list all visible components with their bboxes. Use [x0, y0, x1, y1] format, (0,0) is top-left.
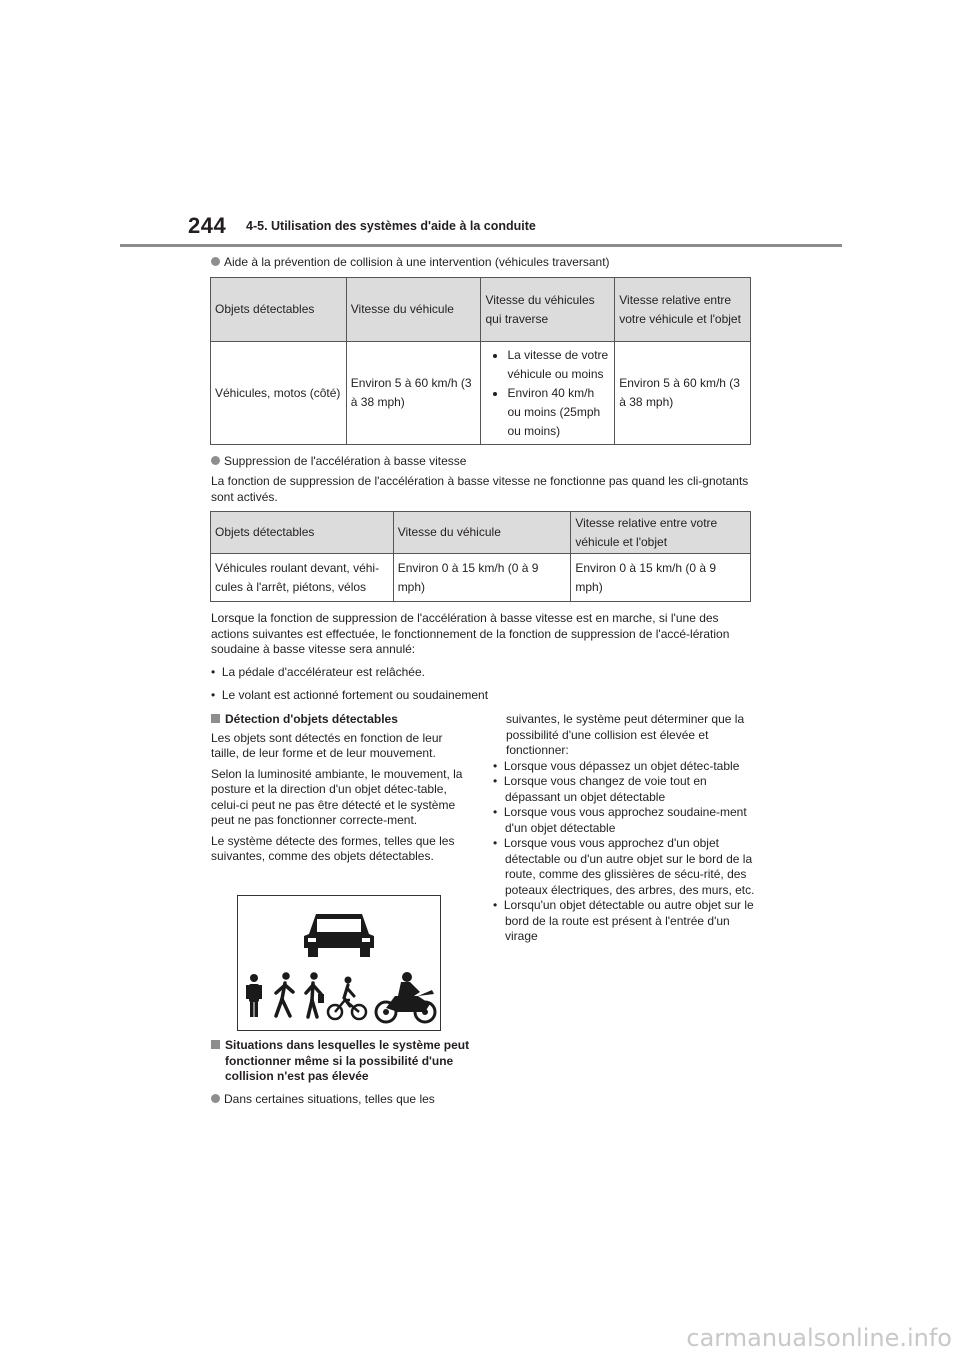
list-item: • Lorsque vous vous approchez d'un objet détectable ou d'un autre objet sur le bord de la route, comme des glissières de sécu-rité, des poteaux électriques, des arbres, des murs, etc.: [493, 836, 755, 897]
pedestrian-icon: [246, 974, 262, 1017]
motorcyclist-icon: [376, 972, 435, 1022]
paragraph: Le système détecte des formes, telles que les suivantes, comme des objets détectables.: [211, 833, 455, 863]
paragraph: Les objets sont détectés en fonction de leur taille, de leur forme et de leur mouvement.: [211, 730, 443, 760]
table-cell: Véhicules roulant devant, véhi-cules à l'arrêt, piétons, vélos: [211, 554, 394, 602]
section2-title: Suppression de l'accélération à basse vitesse: [211, 454, 771, 470]
list-item: • La vitesse de votre véhicule ou moins: [507, 346, 610, 384]
table-cell: Environ 5 à 60 km/h (3 à 38 mph): [346, 342, 481, 445]
bullet-dot-icon: [211, 1094, 220, 1103]
paragraph: Dans certaines situations, telles que les: [211, 1092, 473, 1108]
left-column: [211, 712, 473, 865]
header-divider: [120, 244, 842, 247]
table-collision-intervention: [210, 277, 751, 445]
paragraph: suivantes, le système peut déterminer que la possibilité d'une collision est élevée et fonctionner:: [506, 712, 745, 757]
table-cell: Environ 5 à 60 km/h (3 à 38 mph): [615, 342, 751, 445]
chapter-title: 4-5. Utilisation des systèmes d'aide à la conduite: [246, 219, 536, 233]
list-item: • Lorsqu'un objet détectable ou autre objet sur le bord de la route est présent à l'entrée d'un virage: [493, 898, 754, 943]
pedestrian-with-bag-icon: [306, 972, 324, 1017]
table-row: [211, 554, 751, 602]
section1-title: Aide à la prévention de collision à une intervention (véhicules traversant): [211, 255, 771, 271]
subsection-heading: Détection d'objets détectables: [211, 712, 473, 728]
table-header-cell: Vitesse du véhicules qui traverse: [481, 278, 615, 342]
table-cell: Environ 0 à 15 km/h (0 à 9 mph): [393, 554, 571, 602]
table-cell: Véhicules, motos (côté): [211, 342, 347, 445]
left-column-bottom: [211, 1038, 473, 1107]
table-header-cell: Vitesse relative entre votre véhicule et l'objet: [615, 278, 751, 342]
table-row: [211, 342, 751, 445]
section2-intro: La fonction de suppression de l'accélération à basse vitesse ne fonctionne pas quand les cli-gnotants sont activés.: [211, 474, 749, 504]
table-header-row: [211, 512, 751, 554]
table-header-cell: Vitesse du véhicule: [393, 512, 571, 554]
table-cell-list: [481, 342, 615, 445]
subsection-heading: Situations dans lesquelles le système peut fonctionner même si la possibilité d'une collision n'est pas élevée: [211, 1038, 473, 1085]
list-item: • Lorsque vous dépassez un objet détec-table: [493, 758, 740, 773]
right-column: [493, 712, 755, 945]
list-item: • Lorsque vous changez de voie tout en dépassant un objet détectable: [493, 774, 707, 804]
page-number: 244: [188, 213, 227, 238]
table-header-cell: Objets détectables: [211, 512, 394, 554]
car-icon: [304, 914, 374, 957]
walking-pedestrian-icon: [276, 972, 293, 1016]
cyclist-icon: [328, 977, 366, 1020]
list-item: • Lorsque vous vous approchez soudaine-ment d'un objet détectable: [493, 805, 747, 835]
table-header-cell: Vitesse du véhicule: [346, 278, 481, 342]
paragraph: Selon la luminosité ambiante, le mouvement, la posture et la direction d'un objet détec-table, celui-ci peut ne pas être détecté et le système peut ne pas fonctionner correcte-ment.: [211, 766, 463, 827]
square-bullet-icon: [211, 1040, 220, 1049]
list-item: • Le volant est actionné fortement ou soudainement: [211, 688, 489, 702]
table-cell: Environ 0 à 15 km/h (0 à 9 mph): [571, 554, 751, 602]
list-item: • Environ 40 km/h ou moins (25mph ou moins): [507, 384, 610, 441]
bullet-dot-icon: [211, 257, 220, 266]
detectable-objects-illustration: [237, 895, 441, 1031]
table-header-cell: Vitesse relative entre votre véhicule et l'objet: [571, 512, 751, 554]
table-header-cell: Objets détectables: [211, 278, 347, 342]
square-bullet-icon: [211, 714, 220, 723]
bullet-dot-icon: [211, 456, 220, 465]
table-low-speed-suppression: [210, 511, 751, 602]
list-item: • La pédale d'accélérateur est relâchée.: [211, 665, 425, 679]
table-header-row: [211, 278, 751, 342]
section2-after: Lorsque la fonction de suppression de l'accélération à basse vitesse est en marche, si l'une des actions suivantes est effectuée, le fonctionnement de la fonction de suppression de l'accé-lération soudaine à basse vitesse sera annulé:: [211, 611, 730, 656]
watermark: carmanualsonline.info: [686, 1324, 952, 1352]
